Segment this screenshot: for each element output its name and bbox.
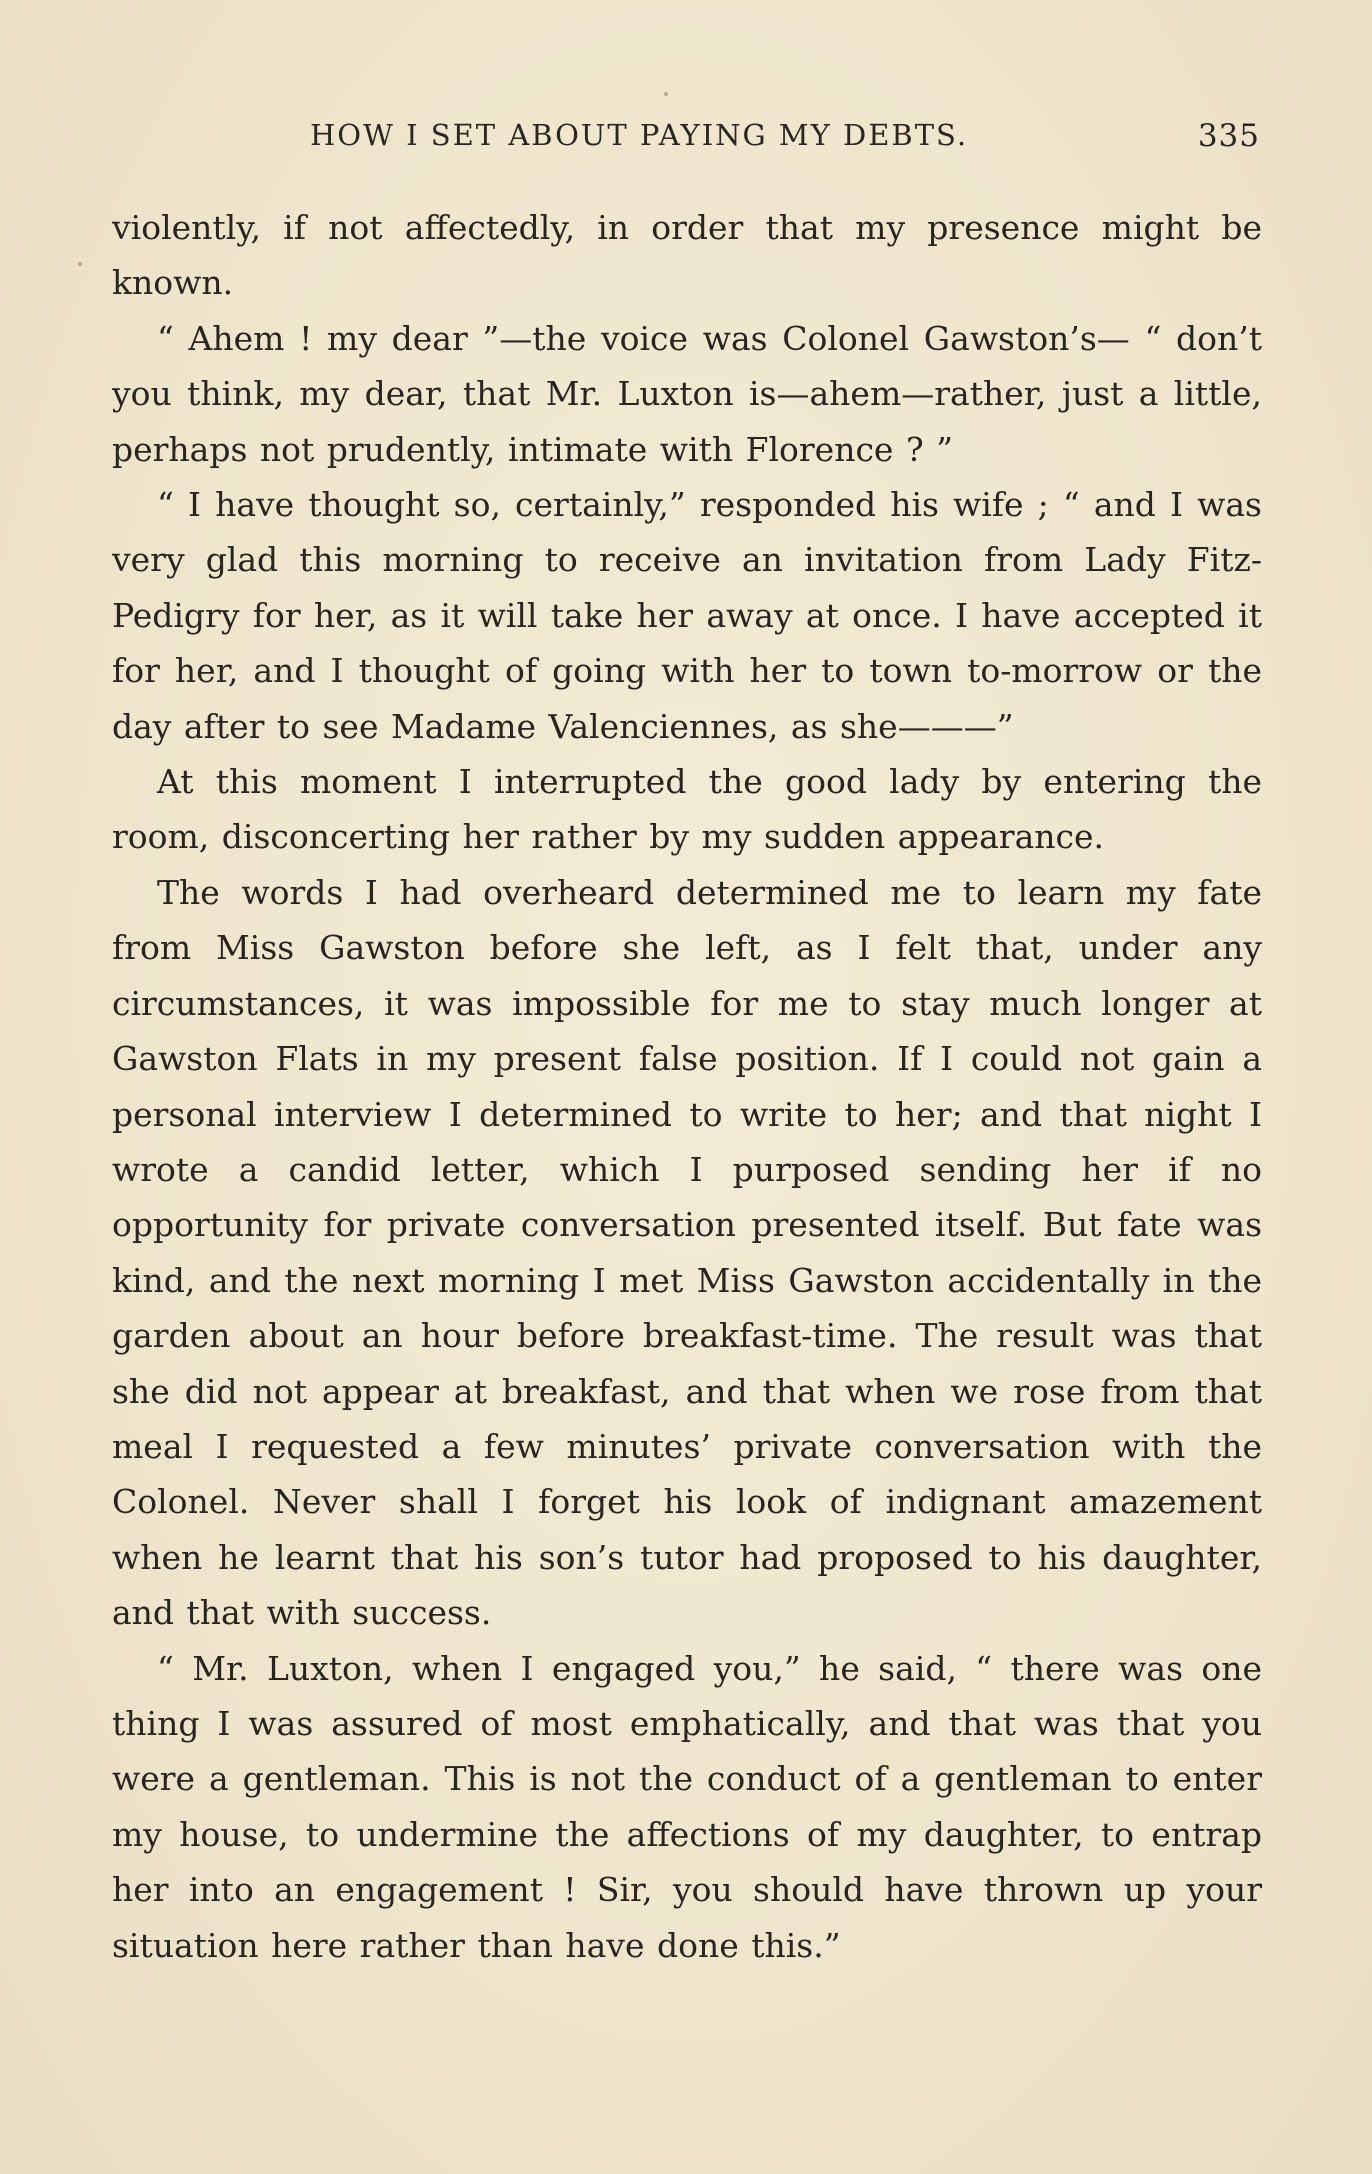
running-head: HOW I SET ABOUT PAYING MY DEBTS.: [310, 118, 969, 152]
paragraph: “ I have thought so, certainly,” responded his wife ; “ and I was very glad this morning to receive an invitation from Lady Fitz-Pedigry for her, as it will take her away at once. I have accepted it for her, and I thought of going with her to town to-morrow or the day after to see Madame Valenciennes, as she———”: [112, 485, 1262, 746]
paragraph: “ Mr. Luxton, when I engaged you,” he said, “ there was one thing I was assured of most emphatically, and that was that you were a gentleman. This is not the conduct of a gentleman to enter my house, to undermine the affections of my daughter, to entrap her into an engagement ! Sir, you should have thrown up your situation here rather than have done this.”: [112, 1648, 1262, 1965]
paragraph: At this moment I interrupted the good lady by entering the room, disconcerting her rather by my sudden appearance.: [112, 762, 1262, 857]
paper-speck: [78, 262, 82, 266]
page-header: [310, 118, 1260, 162]
paragraph: The words I had overheard determined me to learn my fate from Miss Gawston before she left, as I felt that, under any circumstances, it was impossible for me to stay much longer at Gawston Flats in my present false position. If I could not gain a personal interview I determined to write to her; and that night I wrote a candid letter, which I purposed sending her if no opportunity for private conversation presented itself. But fate was kind, and the next morning I met Miss Gawston accidentally in the garden about an hour before breakfast-time. The result was that she did not appear at breakfast, and that when we rose from that meal I requested a few minutes’ private conversation with the Colonel. Never shall I forget his look of indignant amazement when he learnt that his son’s tutor had proposed to his daughter, and that with success.: [112, 872, 1262, 1633]
paragraph: violently, if not affectedly, in order that my presence might be known.: [112, 208, 1262, 303]
paper-speck: [664, 92, 668, 96]
paragraph: “ Ahem ! my dear ”—the voice was Colonel Gawston’s— “ don’t you think, my dear, that Mr. Luxton is—ahem—rather, just a little, perhaps not prudently, intimate with Florence ? ”: [112, 318, 1262, 469]
page-number: 335: [1197, 118, 1260, 154]
body-text: [112, 200, 1262, 1973]
